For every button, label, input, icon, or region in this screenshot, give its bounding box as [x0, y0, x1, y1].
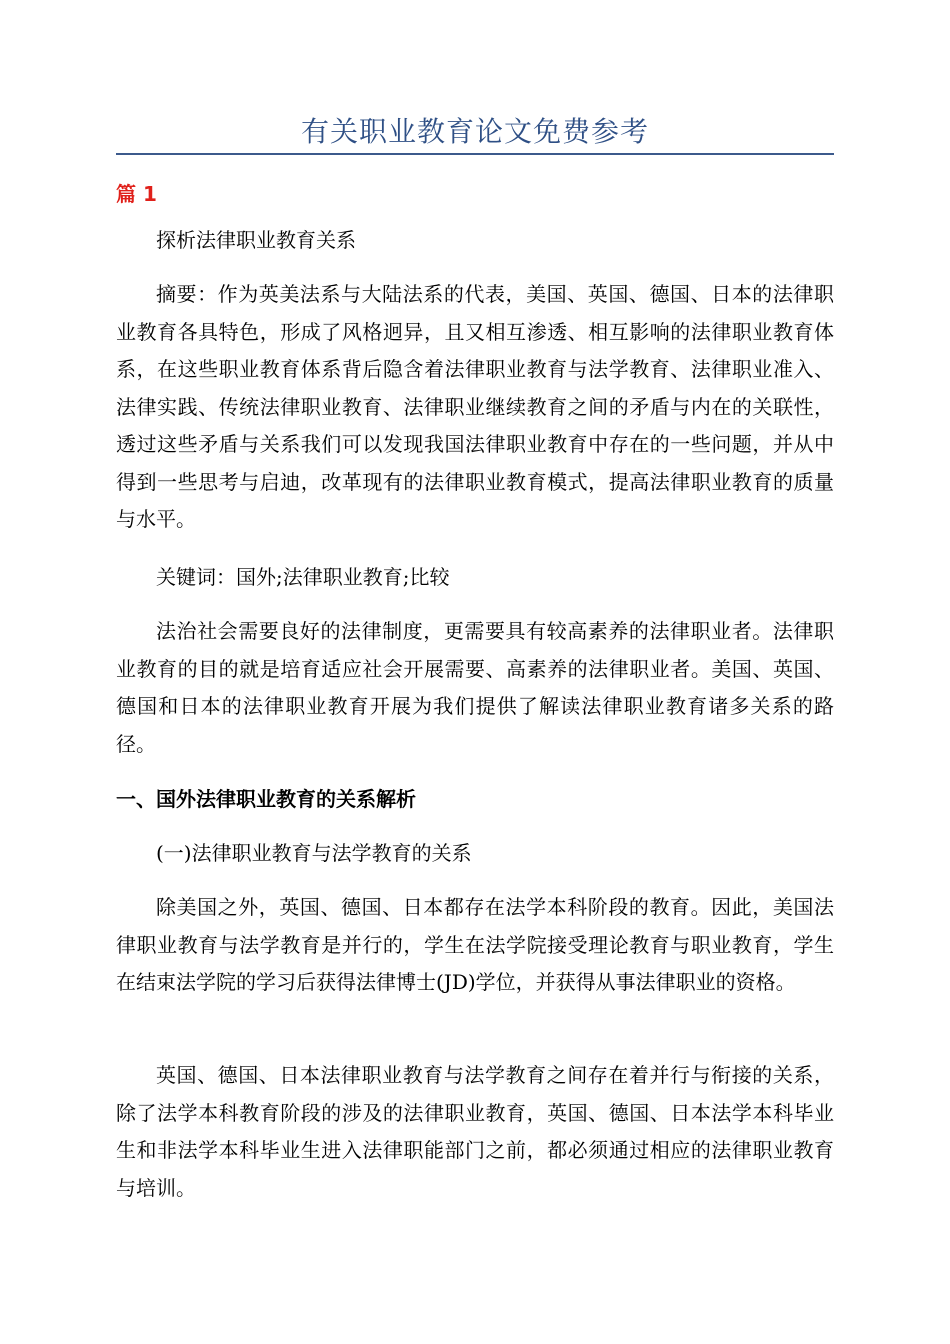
body-paragraph-2: 英国、德国、日本法律职业教育与法学教育之间存在着并行与衔接的关系，除了法学本科教育阶段的涉及的法律职业教育，英国、德国、日本法学本科毕业生和非法学本科毕业生进入法律职能部门之前，都必须通过相应的法律职业教育与培训。: [116, 1063, 834, 1200]
article-subtitle: 探析法律职业教育关系: [156, 228, 356, 252]
abstract-paragraph: 摘要：作为英美法系与大陆法系的代表，美国、英国、德国、日本的法律职业教育各具特色，形成了风格迥异，且又相互渗透、相互影响的法律职业教育体系，在这些职业教育体系背后隐含着法律职业教育与法学教育、法律职业准入、法律实践、传统法律职业教育、法律职业继续教育之间的矛盾与内在的关联性，透过这些矛盾与关系我们可以发现我国法律职业教育中存在的一些问题，并从中得到一些思考与启迪，改革现有的法律职业教育模式，提高法律职业教育的质量与水平。: [116, 282, 834, 531]
section-heading: 一、国外法律职业教育的关系解析: [116, 787, 416, 811]
document-title: 有关职业教育论文免费参考: [300, 115, 649, 148]
keywords-line: 关键词：国外;法律职业教育;比较: [156, 565, 450, 589]
body-paragraph-1: 除美国之外，英国、德国、日本都存在法学本科阶段的教育。因此，美国法律职业教育与法学教育是并行的，学生在法学院接受理论教育与职业教育，学生在结束法学院的学习后获得法律博士(JD)学位，并获得从事法律职业的资格。: [116, 895, 834, 994]
subsection-heading: (一)法律职业教育与法学教育的关系: [156, 841, 472, 865]
title-underline: [116, 153, 834, 155]
section-label: 篇 1: [116, 182, 157, 206]
intro-paragraph: 法治社会需要良好的法律制度，更需要具有较高素养的法律职业者。法律职业教育的目的就是培育适应社会开展需要、高素养的法律职业者。美国、英国、德国和日本的法律职业教育开展为我们提供了解读法律职业教育诸多关系的路径。: [116, 619, 834, 756]
